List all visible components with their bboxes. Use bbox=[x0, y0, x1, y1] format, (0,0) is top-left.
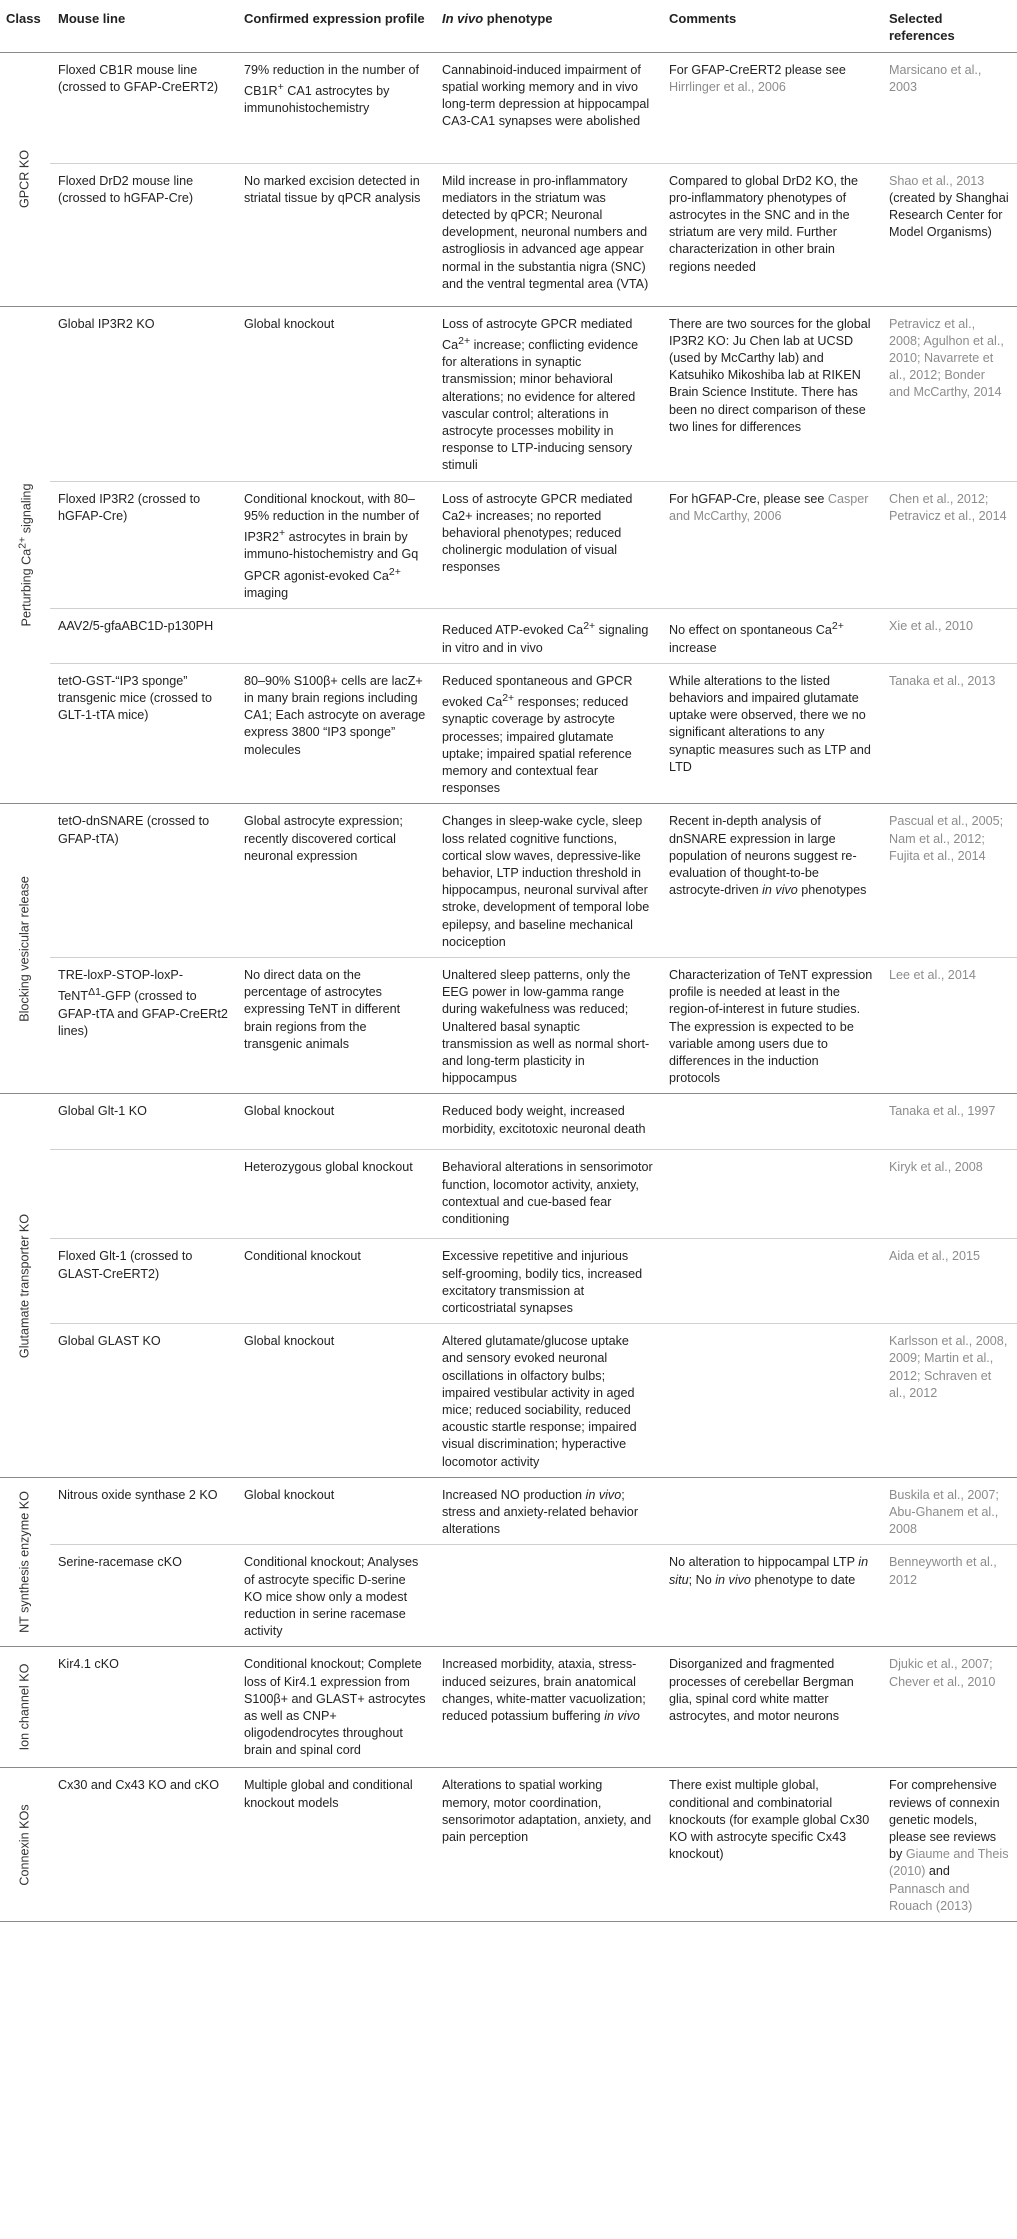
mouse-line-cell: Kir4.1 cKO bbox=[50, 1647, 236, 1768]
group-label: GPCR KO bbox=[17, 149, 32, 209]
superscript: + bbox=[279, 526, 286, 539]
phenotype-cell: Reduced body weight, increased morbidity, excitotoxic neuronal death bbox=[434, 1094, 661, 1150]
expression-cell: Global knockout bbox=[236, 1094, 434, 1150]
comments-cell bbox=[661, 481, 881, 609]
mouse-line-cell: tetO-GST-“IP3 sponge” transgenic mice (crossed to GLT-1-tTA mice) bbox=[50, 663, 236, 804]
text-part: 79% reduction in the number of CB1R bbox=[244, 62, 420, 98]
expression-cell: Global knockout bbox=[236, 1324, 434, 1478]
comments-cell bbox=[661, 1239, 881, 1324]
text-part: Perturbing Ca bbox=[19, 548, 34, 627]
text-part: CA1 astrocytes by immunohistochemistry bbox=[244, 83, 390, 116]
italic-text: in vivo bbox=[604, 1709, 640, 1724]
comments-cell bbox=[661, 1094, 881, 1150]
text-part: signaling bbox=[19, 483, 34, 537]
phenotype-cell bbox=[434, 1545, 661, 1647]
superscript: 2+ bbox=[831, 620, 844, 633]
text-part: (created by Shanghai Research Center for Model Organisms) bbox=[889, 190, 1009, 240]
comments-cell: While alterations to the listed behaviors and impaired glutamate uptake were observed, there we no significant alterations to any synaptic measures such as LTP and LTD bbox=[661, 663, 881, 804]
table-row bbox=[0, 609, 1017, 664]
mouse-line-cell: Global Glt-1 KO bbox=[50, 1094, 236, 1150]
references-cell[interactable]: Pascual et al., 2005; Nam et al., 2012; Fujita et al., 2014 bbox=[881, 804, 1017, 958]
mouse-line-cell: Cx30 and Cx43 KO and cKO bbox=[50, 1768, 236, 1922]
text-part: Reduced ATP-evoked Ca bbox=[442, 623, 584, 638]
text-part: and bbox=[925, 1864, 950, 1879]
phenotype-cell bbox=[434, 306, 661, 481]
text-part: increase bbox=[669, 640, 717, 655]
references-cell[interactable]: Lee et al., 2014 bbox=[881, 957, 1017, 1093]
superscript: 2+ bbox=[458, 334, 471, 347]
references-cell[interactable]: Chen et al., 2012; Petravicz et al., 2014 bbox=[881, 481, 1017, 609]
comments-cell: Compared to global DrD2 KO, the pro-inflammatory phenotypes of astrocytes in the SNC and in the striatum are very mild. Further characterization in other brain regions needed bbox=[661, 163, 881, 306]
phenotype-cell: Excessive repetitive and injurious self-grooming, bodily tics, increased excitatory transmission at corticostriatal synapses bbox=[434, 1239, 661, 1324]
phenotype-cell bbox=[434, 663, 661, 804]
references-cell bbox=[881, 1768, 1017, 1922]
mouse-line-cell: Floxed Glt-1 (crossed to GLAST-CreERT2) bbox=[50, 1239, 236, 1324]
italic-text: in situ bbox=[669, 1555, 869, 1587]
expression-cell: Conditional knockout; Analyses of astrocyte specific D-serine KO mice show only a modest reduction in serine racemase activity bbox=[236, 1545, 434, 1647]
mouse-line-cell: Global IP3R2 KO bbox=[50, 306, 236, 481]
header-expression: Confirmed expression profile bbox=[236, 0, 434, 52]
reference-link[interactable]: Giaume and Theis (2010) bbox=[889, 1847, 1009, 1879]
comments-cell bbox=[661, 1324, 881, 1478]
text-part: signaling in vitro and in vivo bbox=[442, 623, 649, 655]
mouse-line-cell: Global GLAST KO bbox=[50, 1324, 236, 1478]
references-cell[interactable]: Buskila et al., 2007; Abu-Ghanem et al., 2008 bbox=[881, 1477, 1017, 1545]
comments-cell bbox=[661, 1545, 881, 1647]
header-mouse-line: Mouse line bbox=[50, 0, 236, 52]
phenotype-cell: Cannabinoid-induced impairment of spatial working memory and in vivo long-term depression at hippocampal CA3-CA1 synapses were abolished bbox=[434, 52, 661, 163]
table-row bbox=[0, 1239, 1017, 1324]
superscript: 2+ bbox=[16, 536, 29, 549]
references-cell[interactable]: Benneyworth et al., 2012 bbox=[881, 1545, 1017, 1647]
text-part: Increased morbidity, ataxia, stress-induced seizures, brain anatomical changes, white-matter vacuolization; reduced potassium buffering bbox=[442, 1657, 646, 1724]
expression-cell: Heterozygous global knockout bbox=[236, 1150, 434, 1239]
header-phenotype-italic: In vivo bbox=[442, 11, 484, 26]
text-part: responses; reduced synaptic coverage by astrocyte processes; impaired glutamate uptake; impaired spatial reference memory and contextual fear responses bbox=[442, 695, 632, 796]
mouse-line-cell: Floxed DrD2 mouse line (crossed to hGFAP-Cre) bbox=[50, 163, 236, 306]
comments-cell bbox=[661, 52, 881, 163]
expression-cell: Global knockout bbox=[236, 1477, 434, 1545]
table-row bbox=[0, 1150, 1017, 1239]
references-cell[interactable]: Djukic et al., 2007; Chever et al., 2010 bbox=[881, 1647, 1017, 1768]
text-part: astrocytes in brain by immuno-histochemistry and Gq GPCR agonist-evoked Ca bbox=[244, 530, 419, 583]
comments-cell: There exist multiple global, conditional and combinatorial knockouts (for example global Cx30 KO with astrocyte specific Cx43 knockout) bbox=[661, 1768, 881, 1922]
phenotype-cell: Unaltered sleep patterns, only the EEG power in low-gamma range during wakefulness was reduced; Unaltered basal synaptic transmission as well as normal short- and long-term plasticity in hippocampus bbox=[434, 957, 661, 1093]
mouse-line-cell: tetO-dnSNARE (crossed to GFAP-tTA) bbox=[50, 804, 236, 958]
table-row bbox=[0, 1477, 1017, 1545]
comments-cell bbox=[661, 1150, 881, 1239]
comments-cell bbox=[661, 1477, 881, 1545]
text-part: For hGFAP-Cre, please see bbox=[669, 491, 828, 506]
group-vesicular bbox=[0, 804, 50, 1094]
group-ion-channel bbox=[0, 1647, 50, 1768]
superscript: Δ1 bbox=[88, 986, 101, 999]
references-cell[interactable]: Petravicz et al., 2008; Agulhon et al., 2010; Navarrete et al., 2012; Bonder and McCarthy, 2014 bbox=[881, 306, 1017, 481]
table-row bbox=[0, 1647, 1017, 1768]
group-label bbox=[14, 483, 35, 626]
table-row bbox=[0, 1094, 1017, 1150]
group-label: Glutamate transporter KO bbox=[17, 1213, 32, 1358]
table-row bbox=[0, 52, 1017, 163]
mouse-line-cell bbox=[50, 1150, 236, 1239]
group-label: Blocking vesicular release bbox=[17, 876, 32, 1022]
group-label: Ion channel KO bbox=[17, 1664, 32, 1751]
text-part: TRE-loxP-STOP-loxP-TeNT bbox=[58, 967, 184, 1004]
table-row bbox=[0, 957, 1017, 1093]
text-part: No alteration to hippocampal LTP bbox=[669, 1555, 859, 1570]
mouse-line-cell bbox=[50, 957, 236, 1093]
expression-cell: Conditional knockout bbox=[236, 1239, 434, 1324]
comments-cell: There are two sources for the global IP3R2 KO: Ju Chen lab at UCSD (used by McCarthy lab) and Katsuhiko Mikoshiba lab at RIKEN Brain Science Institute. There has been no direct comparison of these two lines for differences bbox=[661, 306, 881, 481]
text-part: phenotype to date bbox=[750, 1572, 856, 1587]
phenotype-cell: Mild increase in pro-inflammatory mediators in the striatum was detected by qPCR; Neuronal development, neuronal numbers and astrogliosis in advanced age appear normal in the substantia nigra (SNC) and the ventral tegmental area (VTA) bbox=[434, 163, 661, 306]
superscript: 2+ bbox=[502, 691, 515, 704]
phenotype-cell: Alterations to spatial working memory, motor coordination, sensorimotor adaptation, anxiety, and pain perception bbox=[434, 1768, 661, 1922]
text-part: Conditional knockout, with 80–95% reduction in the number of IP3R2 bbox=[244, 491, 420, 545]
phenotype-cell: Loss of astrocyte GPCR mediated Ca2+ increases; no reported behavioral phenotypes; reduced cholinergic modulation of visual responses bbox=[434, 481, 661, 609]
comments-cell: Characterization of TeNT expression profile is needed at least in the region-of-interest in future studies. The expression is expected to be variable among users due to differences in the induction protocols bbox=[661, 957, 881, 1093]
reference-link[interactable]: Casper and McCarthy, 2006 bbox=[669, 491, 869, 523]
text-part: For comprehensive reviews of connexin genetic models, please see reviews by bbox=[889, 1778, 1000, 1862]
table-row bbox=[0, 306, 1017, 481]
mouse-line-cell: Nitrous oxide synthase 2 KO bbox=[50, 1477, 236, 1545]
mouse-line-cell: AAV2/5-gfaABC1D-p130PH bbox=[50, 609, 236, 664]
superscript: 2+ bbox=[388, 565, 401, 578]
group-ca-signaling bbox=[0, 306, 50, 804]
text-part: Loss of astrocyte GPCR mediated Ca bbox=[442, 316, 633, 352]
superscript: 2+ bbox=[583, 620, 596, 633]
italic-text: in vivo bbox=[585, 1487, 622, 1502]
table-row bbox=[0, 804, 1017, 958]
table-row bbox=[0, 1324, 1017, 1478]
references-cell[interactable]: Kiryk et al., 2008 bbox=[881, 1150, 1017, 1239]
group-label: NT synthesis enzyme KO bbox=[17, 1491, 32, 1634]
expression-cell: 80–90% S100β+ cells are lacZ+ in many brain regions including CA1; Each astrocyte on average express 3800 “IP3 sponge” molecules bbox=[236, 663, 434, 804]
expression-cell bbox=[236, 609, 434, 664]
header-phenotype bbox=[434, 0, 661, 52]
header-row bbox=[0, 0, 1017, 52]
text-part: For GFAP-CreERT2 please see bbox=[669, 62, 846, 77]
text-part: Reduced spontaneous and GPCR evoked Ca bbox=[442, 673, 633, 710]
header-phenotype-rest: phenotype bbox=[483, 11, 553, 26]
expression-cell: No marked excision detected in striatal tissue by qPCR analysis bbox=[236, 163, 434, 306]
references-cell[interactable]: Tanaka et al., 2013 bbox=[881, 663, 1017, 804]
table-row bbox=[0, 1768, 1017, 1922]
references-cell[interactable]: Xie et al., 2010 bbox=[881, 609, 1017, 664]
phenotype-cell bbox=[434, 609, 661, 664]
italic-text: in vivo bbox=[715, 1572, 751, 1587]
phenotype-cell: Behavioral alterations in sensorimotor function, locomotor activity, anxiety, contextual and cue-based fear conditioning bbox=[434, 1150, 661, 1239]
table-row bbox=[0, 1545, 1017, 1647]
group-connexin bbox=[0, 1768, 50, 1922]
phenotype-cell bbox=[434, 1647, 661, 1768]
table-row bbox=[0, 163, 1017, 306]
expression-cell: Conditional knockout; Complete loss of Kir4.1 expression from S100β+ and GLAST+ astrocytes as well as CNP+ oligodendrocytes throughout brain and spinal cord bbox=[236, 1647, 434, 1768]
phenotype-cell bbox=[434, 1477, 661, 1545]
mouse-line-cell: Floxed IP3R2 (crossed to hGFAP-Cre) bbox=[50, 481, 236, 609]
group-gpcr bbox=[0, 52, 50, 306]
expression-cell: No direct data on the percentage of astrocytes expressing TeNT in different brain regions from the transgenic animals bbox=[236, 957, 434, 1093]
phenotype-cell: Changes in sleep-wake cycle, sleep loss related cognitive functions, cortical slow waves, depressive-like behavior, LTP induction threshold in hippocampus, neuronal survival after stroke, development of temporal lobe epilepsy, and baseline mechanical nociception bbox=[434, 804, 661, 958]
expression-cell: Global knockout bbox=[236, 306, 434, 481]
text-part: Recent in-depth analysis of dnSNARE expression in large population of neurons suggest re-evaluation of thought-to-be astrocyte-driven bbox=[669, 814, 857, 898]
text-part: -GFP (crossed to GFAP-tTA and GFAP-CreERt2 lines) bbox=[58, 989, 228, 1038]
text-part: phenotypes bbox=[797, 883, 867, 898]
references-cell bbox=[881, 163, 1017, 306]
references-cell[interactable]: Aida et al., 2015 bbox=[881, 1239, 1017, 1324]
header-comments: Comments bbox=[661, 0, 881, 52]
references-cell[interactable]: Karlsson et al., 2008, 2009; Martin et al., 2012; Schraven et al., 2012 bbox=[881, 1324, 1017, 1478]
text-part: ; No bbox=[688, 1572, 716, 1587]
table-row bbox=[0, 663, 1017, 804]
expression-cell bbox=[236, 481, 434, 609]
mouse-line-cell: Floxed CB1R mouse line (crossed to GFAP-CreERT2) bbox=[50, 52, 236, 163]
phenotype-cell: Altered glutamate/glucose uptake and sensory evoked neuronal oscillations in olfactory bulbs; impaired vestibular activity in aged mice; reduced sociability, reduced acoustic startle response; impaired visual discrimination; hyperactive locomotor activity bbox=[434, 1324, 661, 1478]
expression-cell bbox=[236, 52, 434, 163]
comments-cell bbox=[661, 609, 881, 664]
superscript: + bbox=[277, 80, 284, 93]
expression-cell: Multiple global and conditional knockout models bbox=[236, 1768, 434, 1922]
group-glutamate bbox=[0, 1094, 50, 1477]
text-part: ; stress and anxiety-related behavior alterations bbox=[442, 1487, 639, 1537]
group-label: Connexin KOs bbox=[17, 1804, 32, 1886]
text-part: Increased NO production bbox=[442, 1487, 586, 1502]
comments-cell: Disorganized and fragmented processes of cerebellar Bergman glia, spinal cord white matter astrocytes, and motor neurons bbox=[661, 1647, 881, 1768]
table-row bbox=[0, 481, 1017, 609]
expression-cell: Global astrocyte expression; recently discovered cortical neuronal expression bbox=[236, 804, 434, 958]
references-cell[interactable]: Marsicano et al., 2003 bbox=[881, 52, 1017, 163]
header-references: Selected references bbox=[881, 0, 1017, 52]
header-class: Class bbox=[0, 0, 50, 52]
italic-text: in vivo bbox=[762, 883, 798, 898]
reference-link[interactable]: Pannasch and Rouach (2013) bbox=[889, 1881, 973, 1913]
text-part: No effect on spontaneous Ca bbox=[669, 623, 832, 638]
mouse-line-cell: Serine-racemase cKO bbox=[50, 1545, 236, 1647]
comments-cell bbox=[661, 804, 881, 958]
group-nt-synthesis bbox=[0, 1477, 50, 1647]
text-part: imaging bbox=[244, 585, 289, 600]
reference-link[interactable]: Hirrlinger et al., 2006 bbox=[669, 79, 786, 94]
text-part: increase; conflicting evidence for alterations in synaptic transmission; minor behavioral alterations; no evidence for altered vascular control; alterations in astrocyte processes mobility in response to LTP-inducing sensory stimuli bbox=[442, 337, 639, 473]
references-cell[interactable]: Tanaka et al., 1997 bbox=[881, 1094, 1017, 1150]
reference-link[interactable]: Shao et al., 2013 bbox=[889, 173, 985, 188]
